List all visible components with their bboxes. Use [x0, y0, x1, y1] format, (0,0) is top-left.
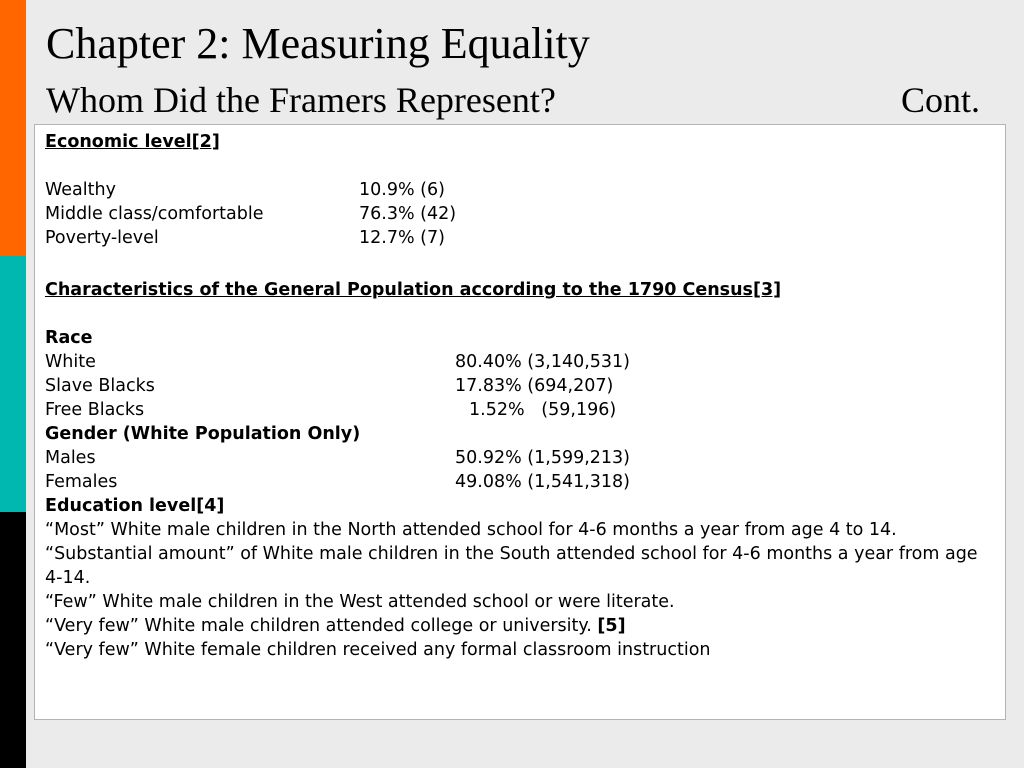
row-label: White [45, 352, 96, 372]
race-row [45, 350, 995, 374]
economic-row [45, 226, 995, 250]
education-heading: Education level[4] [45, 496, 225, 516]
census-heading: Characteristics of the General Population according to the 1790 Census[3] [45, 280, 782, 300]
education-line: “Most” White male children in the North attended school for 4-6 months a year from age 4 to 14. [45, 520, 897, 540]
row-value: 80.40% (3,140,531) [455, 352, 631, 372]
row-label: Females [45, 472, 118, 492]
row-value: 50.92% (1,599,213) [455, 448, 631, 468]
row-label: Free Blacks [45, 400, 145, 420]
row-label: Males [45, 448, 96, 468]
slide-title: Chapter 2: Measuring Equality [46, 19, 590, 68]
row-label: Slave Blacks [45, 376, 155, 396]
accent-bar-orange [0, 0, 26, 256]
race-row [45, 398, 995, 422]
row-value: 10.9% (6) [359, 180, 445, 200]
row-label: Poverty-level [45, 228, 159, 248]
economic-heading: Economic level[2] [45, 132, 220, 152]
education-line [45, 614, 995, 638]
gender-heading: Gender (White Population Only) [45, 424, 361, 444]
education-line: “Few” White male children in the West attended school or were literate. [45, 592, 675, 612]
slide-subtitle: Whom Did the Framers Represent? [46, 80, 556, 120]
race-heading: Race [45, 328, 93, 348]
footnote-ref: [5] [597, 616, 626, 636]
economic-row [45, 178, 995, 202]
race-row [45, 374, 995, 398]
education-line: “Substantial amount” of White male children in the South attended school for 4-6 months a year from age 4-14. [45, 544, 978, 588]
accent-bar-teal [0, 256, 26, 512]
row-value: 49.08% (1,541,318) [455, 472, 631, 492]
content-box [34, 124, 1006, 720]
economic-row [45, 202, 995, 226]
row-value: 12.7% (7) [359, 228, 445, 248]
gender-row [45, 446, 995, 470]
education-line: “Very few” White female children received any formal classroom instruction [45, 640, 711, 660]
row-label: Middle class/comfortable [45, 204, 264, 224]
education-line-text: “Very few” White male children attended college or university. [45, 616, 592, 636]
continued-label: Cont. [901, 80, 981, 120]
row-value: 1.52% (59,196) [469, 400, 617, 420]
row-value: 17.83% (694,207) [455, 376, 614, 396]
accent-bar-black [0, 512, 26, 768]
gender-row [45, 470, 995, 494]
row-value: 76.3% (42) [359, 204, 457, 224]
row-label: Wealthy [45, 180, 116, 200]
